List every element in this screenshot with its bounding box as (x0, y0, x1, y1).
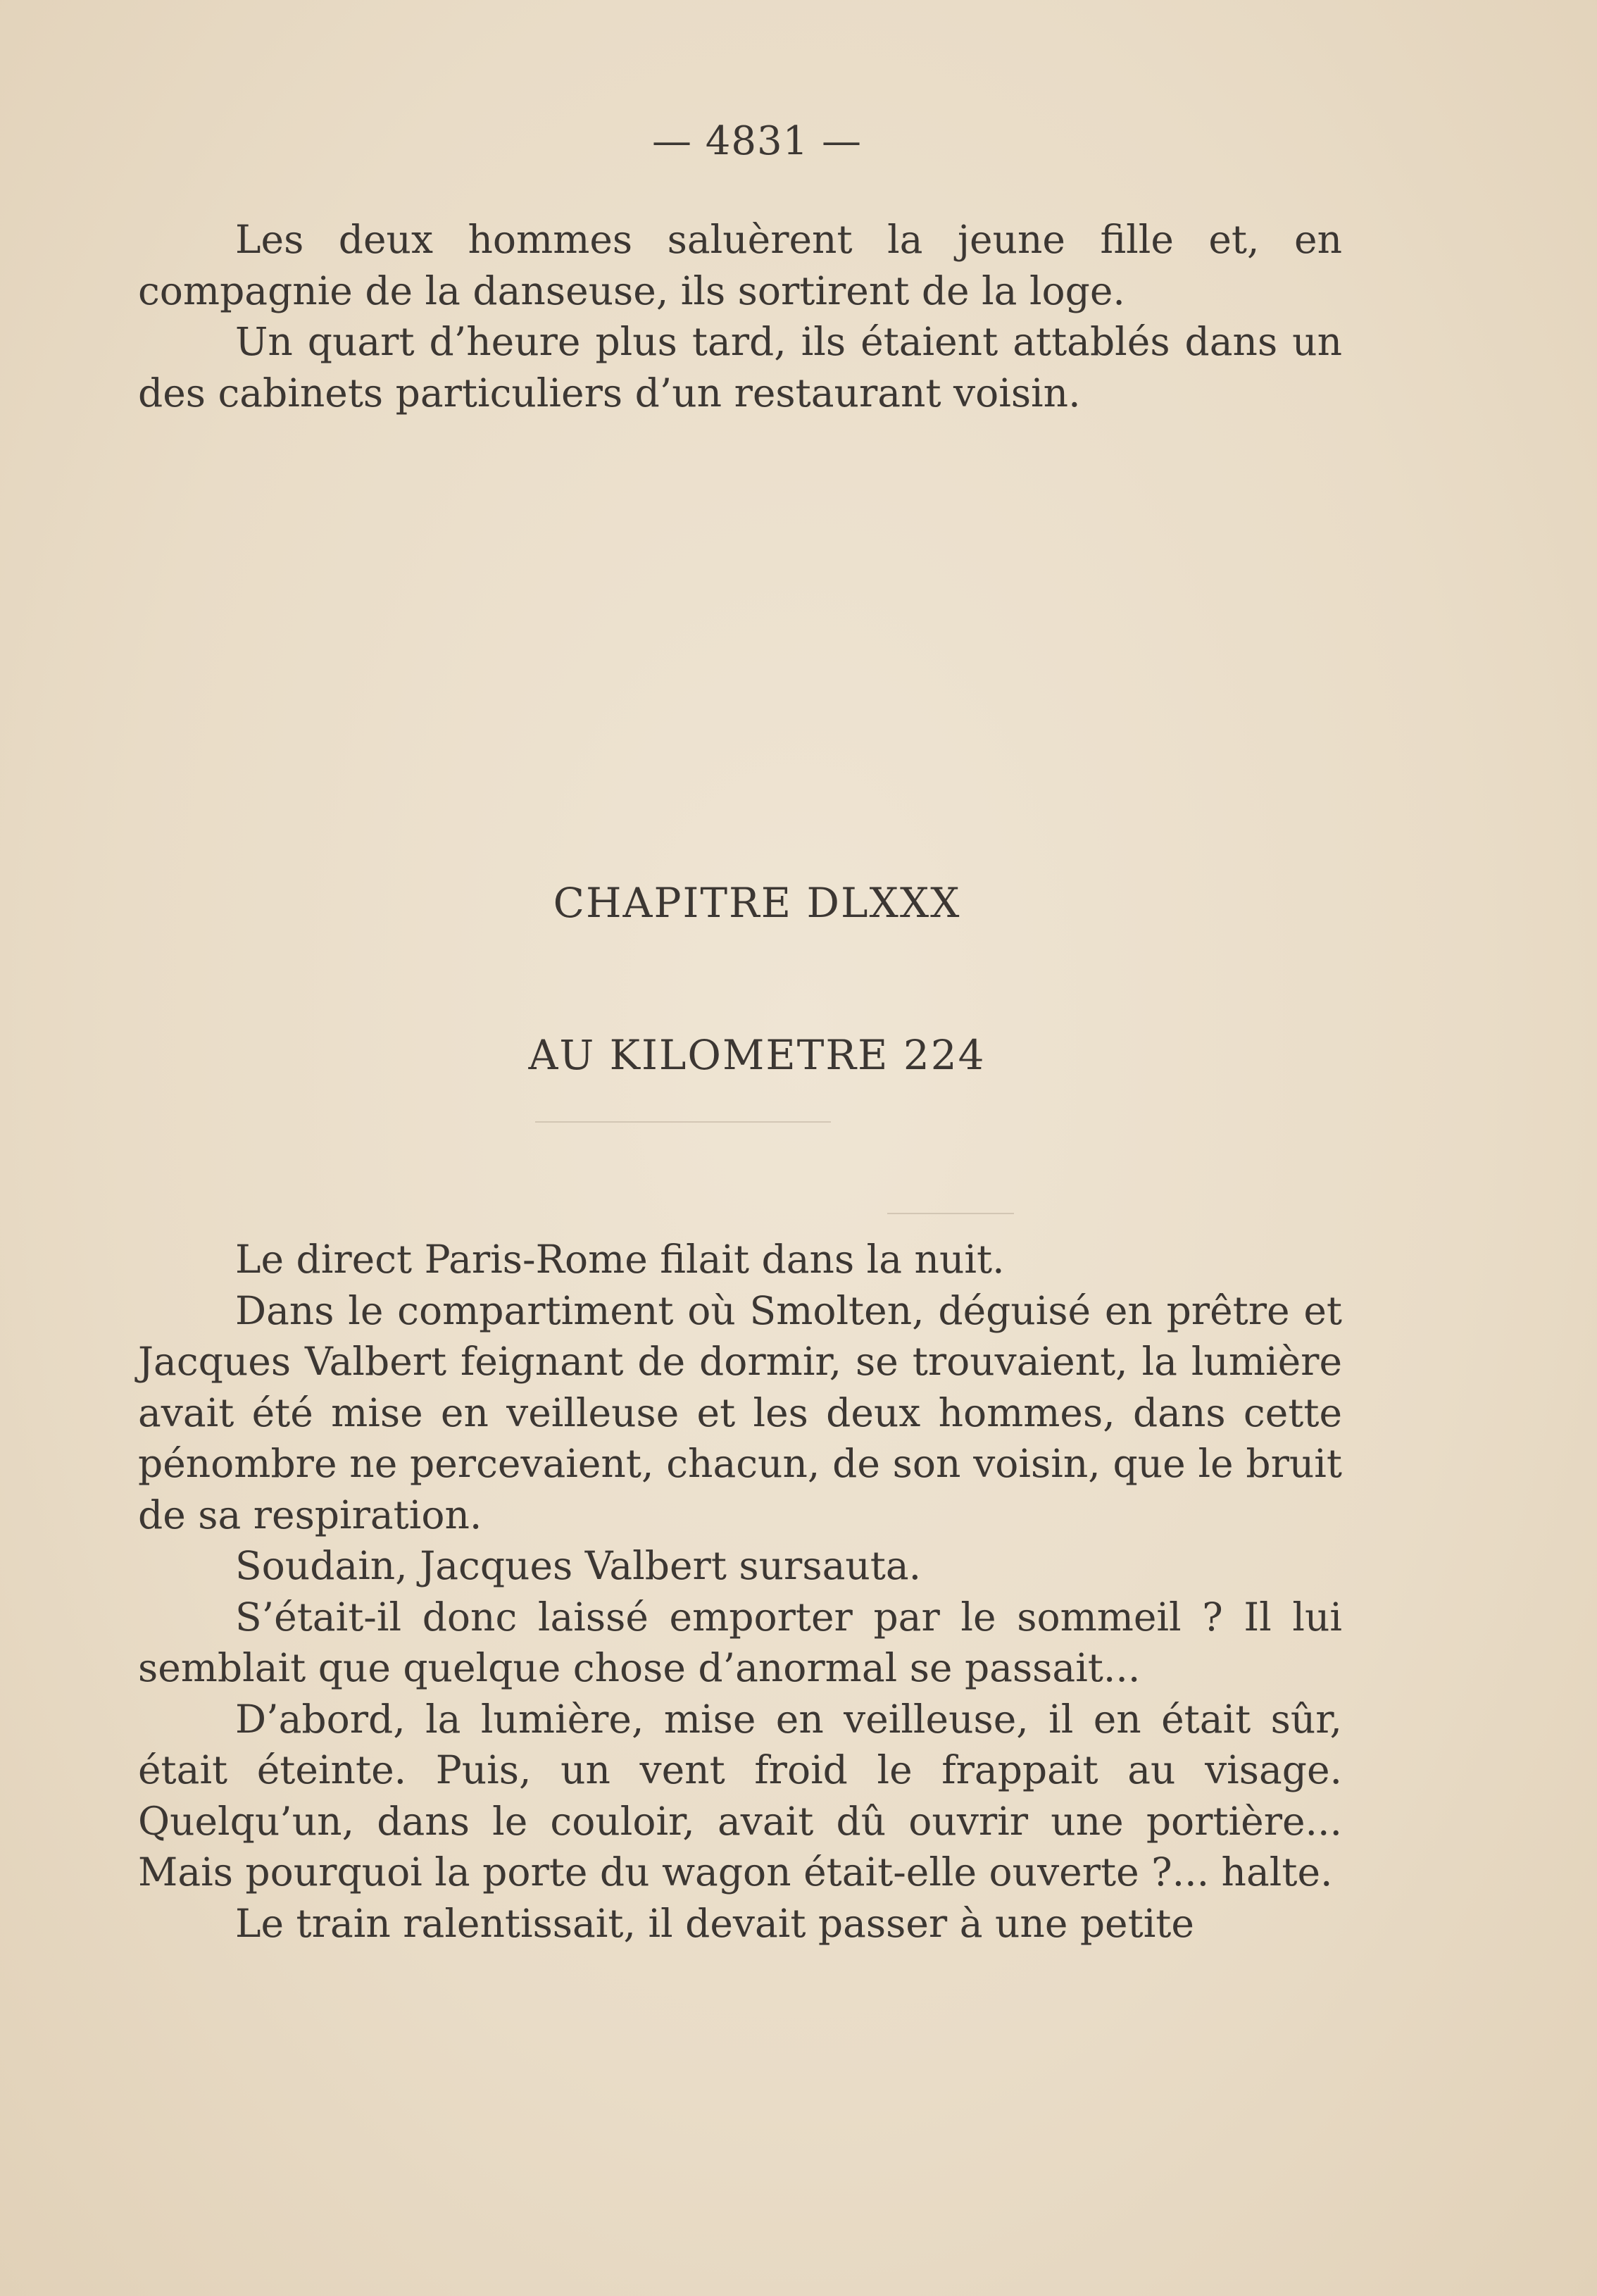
paragraph: Un quart d’heure plus tard, ils étaient attablés dans un des cabinets particuliers d’un restaurant voisin. (138, 319, 1342, 416)
paragraph: S’était-il donc laissé emporter par le sommeil ? Il lui semblait que quelque chose d’anormal se passait... (138, 1594, 1342, 1690)
paragraph: Soudain, Jacques Valbert sursauta. (235, 1543, 922, 1588)
chapter-title: CHAPITRE DLXXX (553, 879, 961, 927)
paragraph: Les deux hommes saluèrent la jeune fille et, en compagnie de la danseuse, ils sortirent de la loge. (138, 217, 1342, 313)
main-text-block (138, 1234, 1342, 1949)
paragraph: D’abord, la lumière, mise en veilleuse, il en était sûr, était éteinte. Puis, un vent froid le frappait au visage. Quelqu’un, dans le couloir, avait dû ouvrir une portière... Mais pourquoi la porte du wagon était-elle ouverte ?... halte. (138, 1696, 1342, 1895)
paragraph: Dans le compartiment où Smolten, déguisé en prêtre et Jacques Valbert feignant de dormir, se trouvaient, la lumière avait été mise en veilleuse et les deux hommes, dans cette pénombre ne percevaient, chacun, de son voisin, que le bruit de sa respiration. (138, 1287, 1342, 1537)
paragraph: Le direct Paris-Rome filait dans la nuit. (235, 1237, 1005, 1282)
top-text-block (138, 214, 1342, 418)
decorative-rule (535, 1121, 831, 1123)
chapter-subtitle: AU KILOMETRE 224 (528, 1031, 986, 1079)
decorative-rule (887, 1213, 1014, 1214)
paragraph: Le train ralentissait, il devait passer à une petite (235, 1900, 1194, 1946)
page-number: — 4831 — (651, 118, 863, 164)
